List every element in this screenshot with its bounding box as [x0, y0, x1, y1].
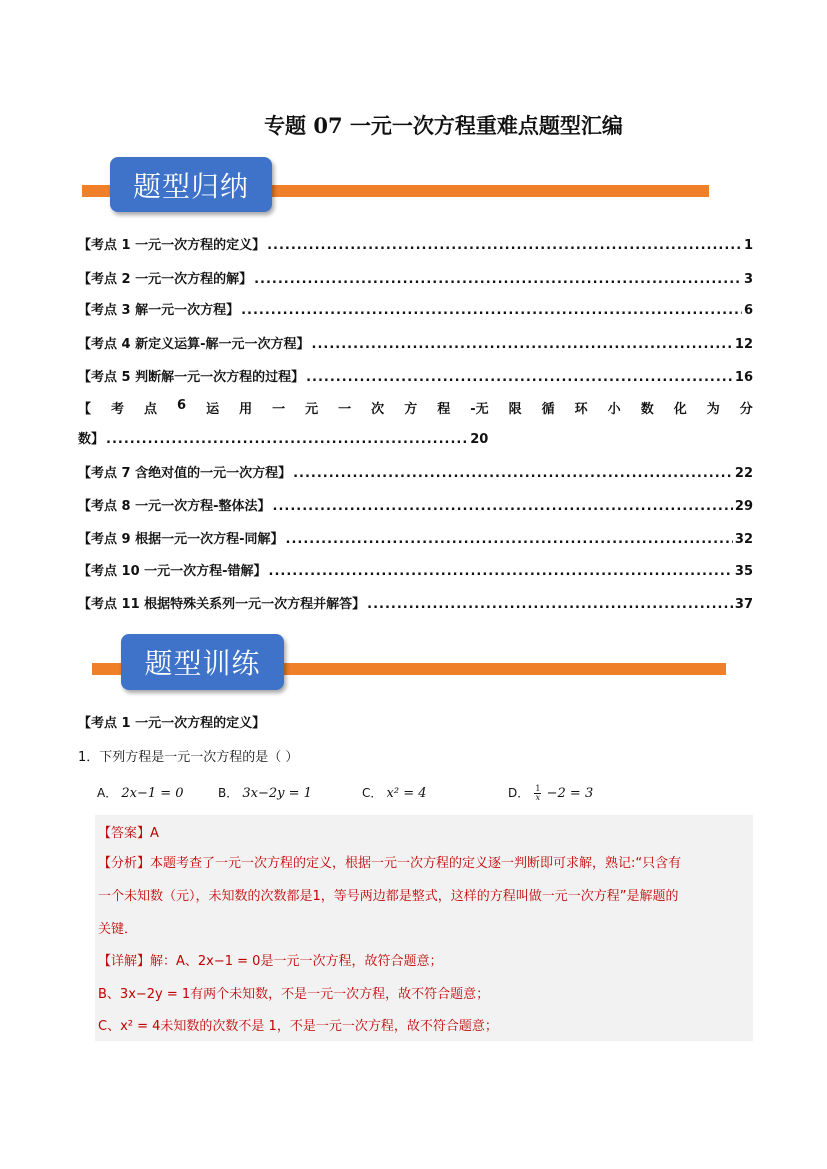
analysis-line: 【分析】本题考查了一元一次方程的定义，根据一元一次方程的定义逐一判断即可求解，熟记:“只含有 — [98, 856, 682, 871]
toc-char: 一 — [338, 402, 352, 417]
detail-line: B、3x−2y = 1有两个未知数，不是一元一次方程，故不符合题意； — [98, 987, 490, 1002]
toc-label: 数】 — [78, 432, 105, 447]
option-a[interactable] — [97, 784, 184, 801]
option-expr: x² = 4 — [386, 786, 427, 801]
toc-item[interactable] — [78, 300, 753, 318]
toc-label: 【考点 4 新定义运算-解一元一次方程】 — [78, 337, 310, 352]
option-key: A． — [97, 786, 118, 800]
toc-leader — [293, 466, 733, 481]
toc-page: 12 — [734, 337, 753, 352]
toc-char: 为 — [706, 402, 720, 417]
document-title: 专题 07 一元一次方程重难点题型汇编 — [264, 113, 623, 138]
toc-char: 化 — [673, 402, 687, 417]
toc-char: 限 — [508, 402, 522, 417]
toc-char: 分 — [739, 402, 753, 417]
toc-label: 【考点 11 根据特殊关系列一元一次方程并解答】 — [78, 597, 366, 612]
toc-char: -无 — [470, 402, 489, 417]
toc-leader — [241, 303, 742, 318]
toc-char: 循 — [541, 402, 555, 417]
toc-leader: ............................................................. — [106, 432, 469, 447]
toc-leader — [367, 597, 733, 612]
toc-item[interactable] — [78, 496, 753, 514]
banner-label: 题型训练 — [121, 634, 284, 690]
toc-label: 【考点 2 一元一次方程的解】 — [78, 272, 253, 287]
banner-label: 题型归纳 — [110, 157, 272, 212]
toc-page: 16 — [734, 370, 753, 385]
toc-page: 3 — [743, 272, 753, 287]
toc-char: 考 — [111, 402, 125, 417]
toc-char: 运 — [206, 402, 220, 417]
option-key: C． — [362, 786, 383, 800]
toc-char: 点 — [144, 402, 158, 417]
toc-page: 20 — [470, 432, 489, 447]
question-text: 1．下列方程是一元一次方程的是（ ） — [78, 750, 299, 765]
option-key: B． — [218, 786, 239, 800]
toc-page: 37 — [734, 597, 753, 612]
option-c[interactable] — [362, 784, 427, 801]
toc-char: 方 — [404, 402, 418, 417]
option-key: D． — [508, 786, 530, 800]
answer-box — [95, 815, 753, 1041]
toc-char: 用 — [239, 402, 253, 417]
toc-page: 6 — [743, 303, 753, 318]
fraction-denominator: x — [535, 793, 541, 802]
toc-item[interactable] — [78, 463, 753, 481]
fraction-numerator: 1 — [535, 784, 541, 793]
analysis-line: 一个未知数（元），未知数的次数都是1，等号两边都是整式，这样的方程叫做一元一次方程”是解题的 — [98, 889, 679, 904]
toc-leader — [286, 532, 733, 547]
toc-label: 【考点 7 含绝对值的一元一次方程】 — [78, 466, 292, 481]
toc-char: 【 — [78, 402, 92, 417]
section-heading: 【考点 1 一元一次方程的定义】 — [78, 716, 266, 731]
toc-item[interactable] — [78, 269, 753, 287]
toc-char: 小 — [607, 402, 621, 417]
toc-char: 环 — [574, 402, 588, 417]
toc-label: 【考点 3 解一元一次方程】 — [78, 303, 240, 318]
fraction — [534, 785, 541, 802]
toc-char: 一 — [272, 402, 286, 417]
toc-item[interactable] — [78, 367, 753, 385]
toc-leader — [306, 370, 733, 385]
toc-char: 6 — [177, 398, 187, 413]
toc-label: 【考点 1 一元一次方程的定义】 — [78, 238, 266, 253]
toc-item[interactable] — [78, 334, 753, 352]
toc-label: 【考点 5 判断解一元一次方程的过程】 — [78, 370, 305, 385]
option-b[interactable] — [218, 784, 312, 801]
toc-char: 数 — [640, 402, 654, 417]
toc-item-6-line1[interactable] — [78, 398, 753, 417]
detail-line: C、x² = 4未知数的次数不是 1，不是一元一次方程，故不符合题意； — [98, 1019, 498, 1034]
option-expr: −2 = 3 — [546, 786, 594, 801]
toc-item[interactable] — [78, 561, 753, 579]
detail-line: 【详解】解：A、2x−1 = 0是一元一次方程，故符合题意； — [98, 954, 443, 969]
toc-page: 1 — [743, 238, 753, 253]
option-expr: 2x−1 = 0 — [121, 786, 184, 801]
toc-item-6-line2[interactable] — [78, 428, 488, 447]
toc-char: 程 — [437, 402, 451, 417]
toc-char: 次 — [371, 402, 385, 417]
toc-page: 29 — [734, 499, 753, 514]
toc-char: 元 — [305, 402, 319, 417]
toc-label: 【考点 10 一元一次方程-错解】 — [78, 564, 267, 579]
toc-leader — [273, 499, 733, 514]
toc-item[interactable] — [78, 235, 753, 253]
toc-leader — [254, 272, 742, 287]
option-d[interactable] — [508, 784, 593, 802]
toc-label: 【考点 9 根据一元一次方程-同解】 — [78, 532, 284, 547]
option-expr: 3x−2y = 1 — [242, 786, 312, 801]
toc-page: 35 — [734, 564, 753, 579]
analysis-line: 关键． — [98, 922, 138, 937]
toc-page: 22 — [734, 466, 753, 481]
toc-leader — [267, 238, 742, 253]
answer-line: 【答案】A — [98, 826, 159, 841]
toc-label: 【考点 8 一元一次方程-整体法】 — [78, 499, 271, 514]
toc-item[interactable] — [78, 529, 753, 547]
toc-leader — [269, 564, 733, 579]
toc-page: 32 — [734, 532, 753, 547]
toc-leader — [312, 337, 733, 352]
toc-item[interactable] — [78, 594, 753, 612]
